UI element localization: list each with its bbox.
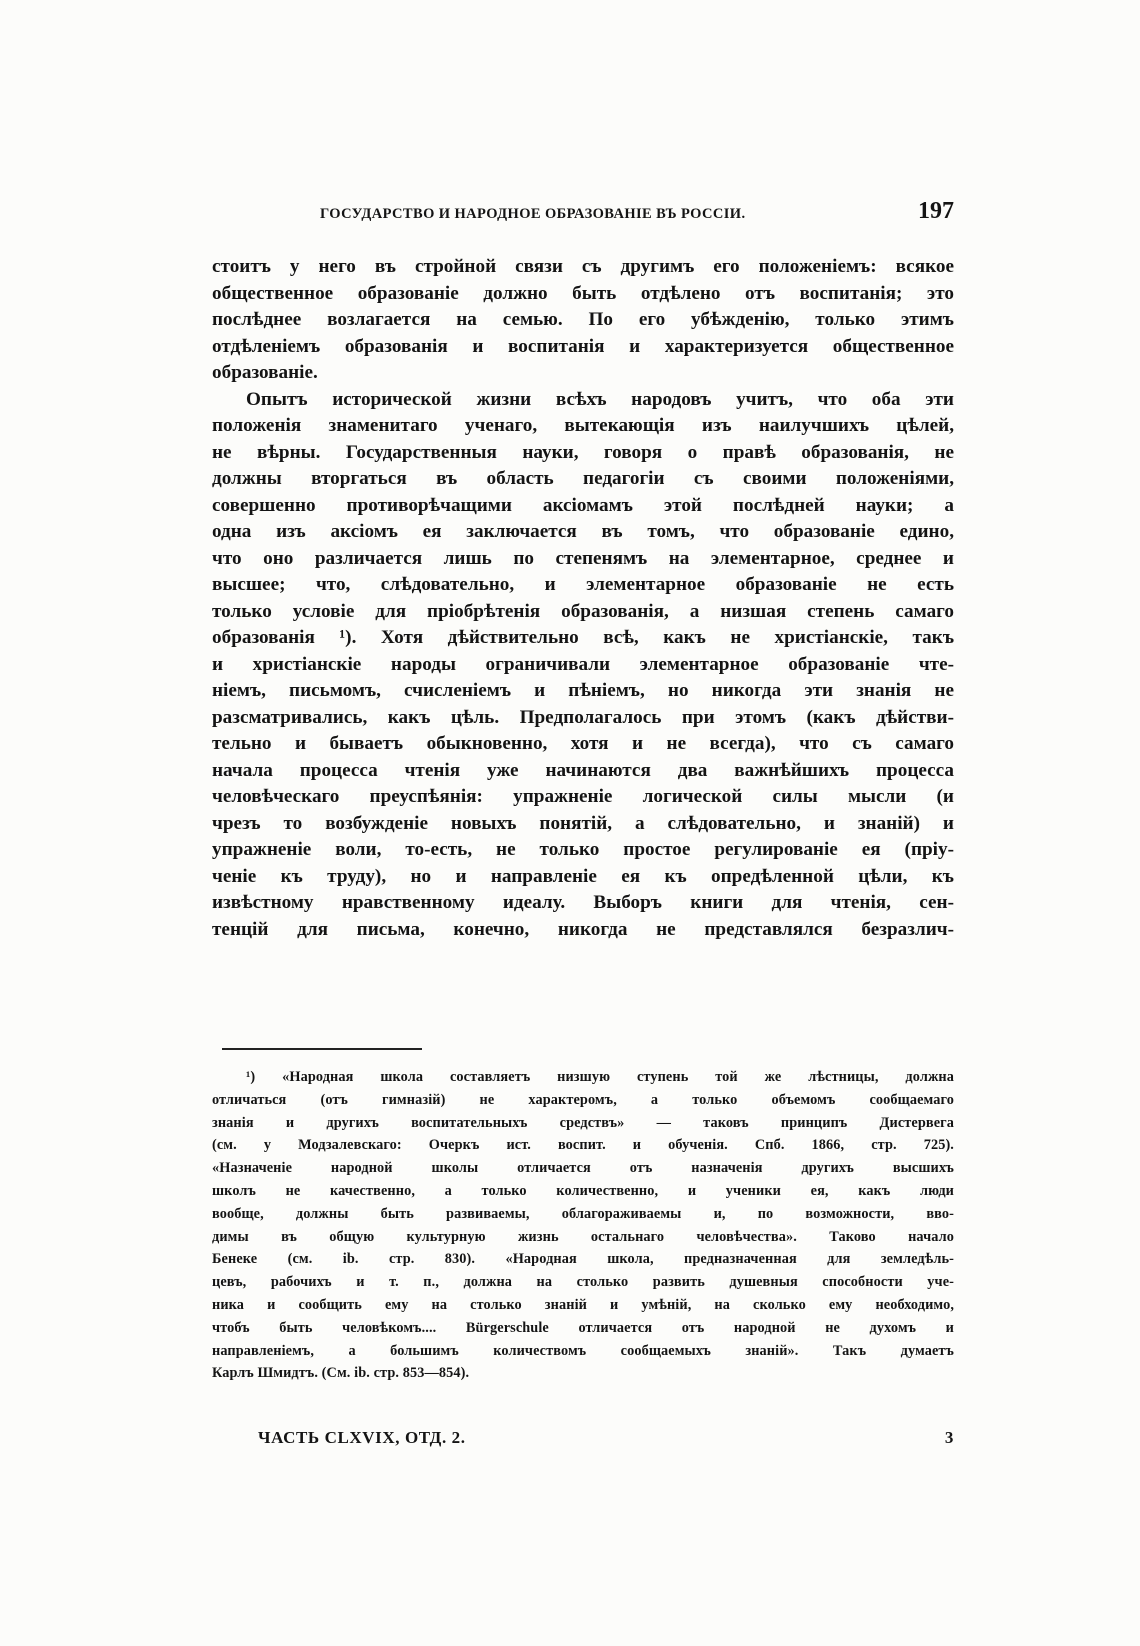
text-line: послѣднее возлагается на семью. По его убѣжденію, только этимъ xyxy=(212,309,954,330)
text-line: разсматривались, какъ цѣль. Предполагалось при этомъ (какъ дѣйстви- xyxy=(212,706,954,728)
text-line: что оно различается лишь по степенямъ на элементарное, среднее и xyxy=(212,547,954,569)
running-header xyxy=(320,198,954,225)
footnote-line: чтобъ быть человѣкомъ.... Bürgerschule отличается отъ народной не духомъ и xyxy=(212,1319,954,1336)
footnote-line: Карлъ Шмидтъ. (См. ib. стр. 853—854). xyxy=(212,1365,470,1382)
footnote-divider xyxy=(222,1048,422,1050)
text-line: чрезъ то возбужденіе новыхъ понятій, а слѣдовательно, и знаній) и xyxy=(212,812,954,834)
text-line: должны вторгаться въ область педагогіи съ своими положеніями, xyxy=(212,468,954,489)
text-line: и христіанскіе народы ограничивали элементарное образованіе чте- xyxy=(212,653,954,675)
part-label: ЧАСТЬ CLXVIX, ОТД. 2. xyxy=(258,1428,466,1447)
main-text xyxy=(212,254,954,943)
footnote-line: ¹) «Народная школа составляетъ низшую ступень той же лѣстницы, должна xyxy=(246,1069,954,1085)
text-line: положенія знаменитаго ученаго, вытекающія изъ наилучшихъ цѣлей, xyxy=(212,415,954,436)
footnote-line: направленіемъ, а большимъ количествомъ сообщаемыхъ знаній». Такъ думаетъ xyxy=(212,1342,954,1359)
text-line: тельно и бываетъ обыкновенно, хотя и не всегда), что съ самаго xyxy=(212,733,954,754)
footnote-line: ника и сообщить ему на столько знаній и умѣній, на сколько ему необходимо, xyxy=(212,1296,954,1313)
text-line: тенцій для письма, конечно, никогда не представлялся безразлич- xyxy=(212,918,954,940)
footnote-line: отличаться (отъ гимназій) не характеромъ, а только объемомъ сообщаемаго xyxy=(212,1091,954,1108)
text-line: извѣстному нравственному идеалу. Выборъ книги для чтенія, сен- xyxy=(212,892,954,913)
text-line: Опытъ исторической жизни всѣхъ народовъ учитъ, что оба эти xyxy=(246,388,954,410)
text-line: высшее; что, слѣдовательно, и элементарное образованіе не есть xyxy=(212,574,954,595)
text-line: человѣческаго преуспѣянія: упражненіе логической силы мысли (и xyxy=(212,786,954,807)
footnote-line: знанія и другихъ воспитательныхъ средствъ» — таковъ принципъ Дистервега xyxy=(212,1114,954,1131)
text-line: ніемъ, письмомъ, счисленіемъ и пѣніемъ, но никогда эти знанія не xyxy=(212,680,954,701)
text-line: образованіе. xyxy=(212,362,318,383)
text-line: не вѣрны. Государственныя науки, говоря о правѣ образованія, не xyxy=(212,441,954,463)
footnote-line: димы въ общую культурную жизнь остальнаго человѣчества». Таково начало xyxy=(212,1228,954,1245)
running-title: ГОСУДАРСТВО И НАРОДНОЕ ОБРАЗОВАНІЕ ВЪ РОССІИ. xyxy=(320,206,746,222)
text-line: упражненіе воли, то-есть, не только простое регулированіе ея (пріу- xyxy=(212,839,954,860)
text-line: стоитъ у него въ стройной связи съ другимъ его положеніемъ: всякое xyxy=(212,256,954,277)
text-line: начала процесса чтенія уже начинаются два важнѣйшихъ процесса xyxy=(212,759,954,781)
page-number: 197 xyxy=(918,198,954,224)
paragraph-2 xyxy=(212,387,954,944)
footnote-line: (см. у Модзалевскаго: Очеркъ ист. воспит. и обученія. Спб. 1866, стр. 725). xyxy=(212,1137,954,1154)
text-line: общественное образованіе должно быть отдѣлено отъ воспитанія; это xyxy=(212,282,954,304)
text-line: одна изъ аксіомъ ея заключается въ томъ, что образованіе едино, xyxy=(212,521,954,542)
footnote-line: «Назначеніе народной школы отличается отъ назначенія другихъ высшихъ xyxy=(212,1160,954,1177)
sheet-number: 3 xyxy=(944,1428,954,1447)
text-line: отдѣленіемъ образованія и воспитанія и характеризуется общественное xyxy=(212,335,954,357)
text-line: ченіе къ труду), но и направленіе ея къ опредѣленной цѣли, къ xyxy=(212,865,954,887)
footnote xyxy=(212,1066,954,1385)
text-line: только условіе для пріобрѣтенія образованія, а низшая степень самаго xyxy=(212,600,954,622)
text-line: образованія ¹). Хотя дѣйствительно всѣ, какъ не христіанскіе, такъ xyxy=(212,627,954,648)
paragraph-1 xyxy=(212,254,954,387)
footnote-line: цевъ, рабочихъ и т. п., должна на столько развить душевныя способности уче- xyxy=(212,1274,954,1291)
footnote-line: школъ не качественно, а только количественно, и ученики ея, какъ люди xyxy=(212,1182,954,1199)
footnote-line: вообще, должны быть развиваемы, облагораживаемы и, по возможности, вво- xyxy=(212,1205,954,1222)
footnote-line: Бенеке (см. ib. стр. 830). «Народная школа, предназначенная для земледѣль- xyxy=(212,1251,954,1268)
signature-line xyxy=(258,1428,954,1448)
text-line: совершенно противорѣчащими аксіомамъ этой послѣдней науки; а xyxy=(212,494,954,516)
